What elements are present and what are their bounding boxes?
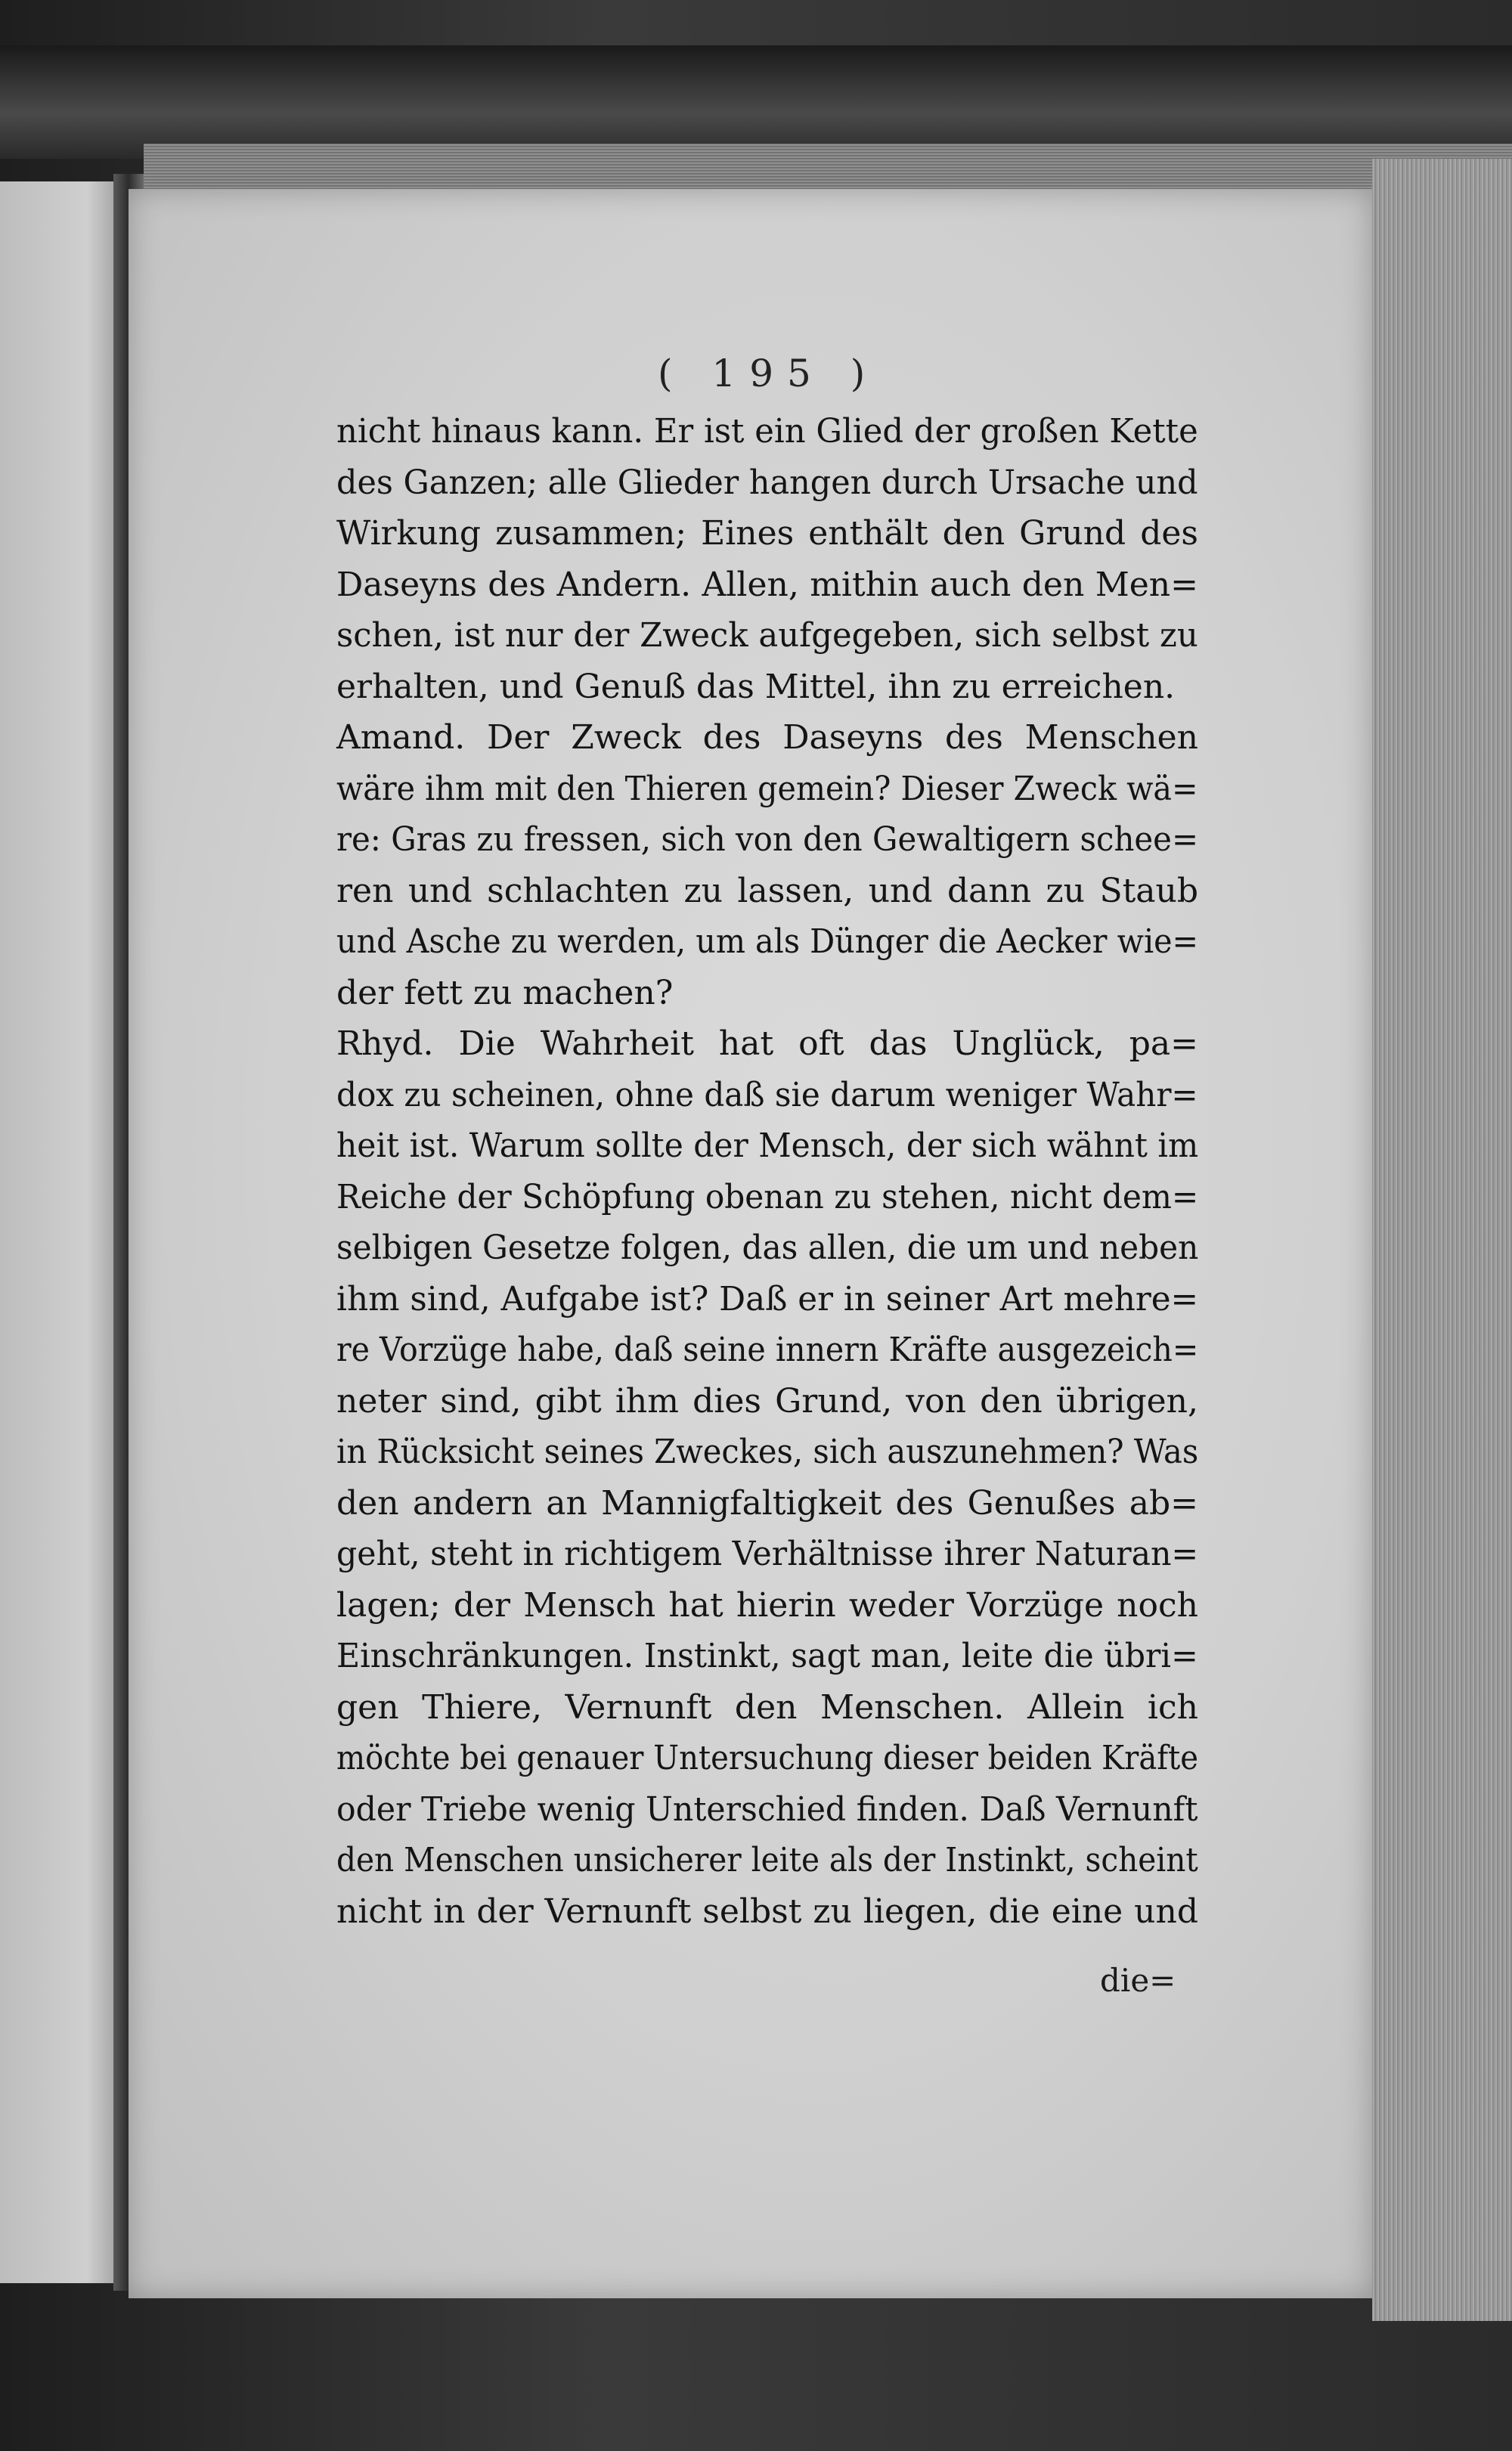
text-line: in Rücksicht seines Zweckes, sich auszunehmen? Was — [336, 1433, 1199, 1471]
text-line: schen, ist nur der Zweck aufgegeben, sich selbst zu — [336, 616, 1198, 655]
text-line: erhalten, und Genuß das Mittel, ihn zu erreichen. — [336, 667, 1176, 706]
text-line: neter sind, gibt ihm dies Grund, von den übrigen, — [336, 1381, 1198, 1421]
text-line: ihm sind, Aufgabe ist? Daß er in seiner Art mehre= — [336, 1279, 1199, 1318]
page-edges-top — [144, 144, 1512, 189]
text-line: re Vorzüge habe, daß seine innern Kräfte ausgezeich= — [336, 1331, 1199, 1369]
text-line: den Menschen unsicherer leite als der Instinkt, scheint — [336, 1841, 1198, 1879]
text-line: geht, steht in richtigem Verhältnisse ihrer Naturan= — [336, 1535, 1199, 1573]
text-line: selbigen Gesetze folgen, das allen, die um und neben — [336, 1229, 1199, 1267]
page-number: ( 195 ) — [658, 352, 879, 395]
text-line: ren und schlachten zu lassen, und dann zu Staub — [336, 871, 1198, 910]
text-line: lagen; der Mensch hat hierin weder Vorzüge noch — [336, 1585, 1198, 1625]
text-line: re: Gras zu fressen, sich von den Gewaltigern schee= — [336, 820, 1199, 859]
page-edges-right — [1372, 159, 1512, 2321]
text-line: der fett zu machen? — [336, 973, 674, 1012]
text-line: Daseyns des Andern. Allen, mithin auch den Men= — [336, 565, 1198, 604]
text-line: nicht hinaus kann. Er ist ein Glied der großen Kette — [336, 412, 1198, 451]
text-line: oder Triebe wenig Unterschied finden. Daß Vernunft — [336, 1789, 1198, 1829]
text-line: wäre ihm mit den Thieren gemein? Dieser Zweck wä= — [336, 769, 1198, 808]
text-line: und Asche zu werden, um als Dünger die Aecker wie= — [336, 922, 1199, 961]
text-line: Rhyd. Die Wahrheit hat oft das Unglück, pa= — [336, 1024, 1198, 1063]
facing-page-left — [0, 181, 125, 2283]
text-line: möchte bei genauer Untersuchung dieser beiden Kräfte — [336, 1739, 1199, 1777]
text-line: Einschränkungen. Instinkt, sagt man, leite die übri= — [336, 1637, 1198, 1675]
text-line: nicht in der Vernunft selbst zu liegen, die eine und — [336, 1892, 1198, 1931]
text-line: den andern an Mannigfaltigkeit des Genußes ab= — [336, 1483, 1198, 1523]
text-line: dox zu scheinen, ohne daß sie darum weniger Wahr= — [336, 1075, 1198, 1114]
book-cover-top — [0, 45, 1512, 159]
text-line: Amand. Der Zweck des Daseyns des Menschen — [336, 718, 1198, 757]
text-line: Wirkung zusammen; Eines enthält den Grund des — [336, 514, 1198, 553]
text-line: des Ganzen; alle Glieder hangen durch Ursache und — [336, 463, 1198, 502]
text-line: heit ist. Warum sollte der Mensch, der sich wähnt im — [336, 1126, 1199, 1165]
text-line: Reiche der Schöpfung obenan zu stehen, nicht dem= — [336, 1177, 1199, 1216]
catchword: die= — [1100, 1962, 1176, 1999]
text-line: gen Thiere, Vernunft den Menschen. Allein ich — [336, 1687, 1198, 1727]
body-text — [336, 412, 1198, 1943]
